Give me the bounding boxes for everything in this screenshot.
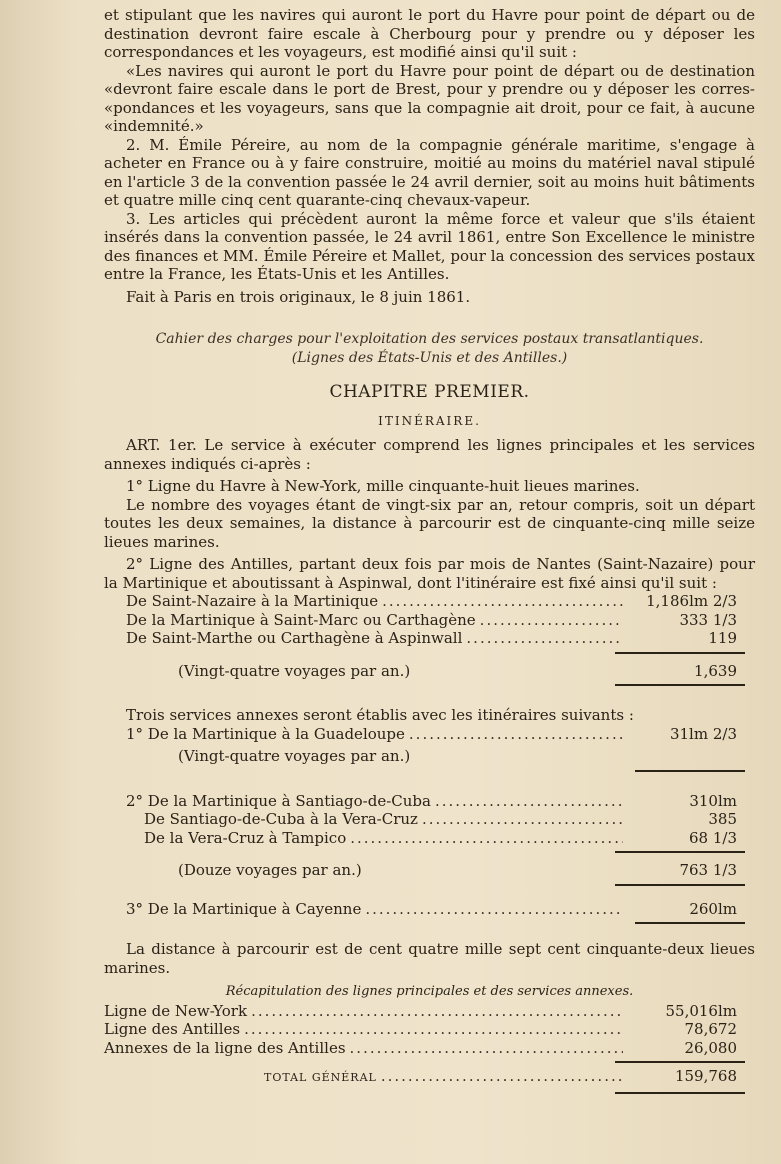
divider: [615, 851, 745, 853]
row-value: 68 1/3: [689, 828, 737, 847]
signature-line: Fait à Paris en trois originaux, le 8 juin 1861.: [126, 287, 471, 306]
annexes-intro: Trois services annexes seront établis avec les itinéraires suivants :: [126, 706, 634, 724]
row-label: De la Vera-Cruz à Tampico: [144, 828, 347, 847]
row-label: De Saint-Marthe ou Carthagène à Aspinwall: [126, 629, 463, 647]
row-value: 55,016lm: [665, 1001, 737, 1020]
row-label: Annexes de la ligne des Antilles: [104, 1038, 346, 1057]
voyage-note: (Douze voyages par an.): [178, 861, 362, 879]
row-label: 2° De la Martinique à Santiago-de-Cuba: [126, 791, 431, 810]
table-row: [104, 857, 755, 880]
subtotal: 763 1/3: [679, 861, 737, 879]
table-row: [104, 725, 755, 744]
cahier-title: Cahier des charges pour l'exploitation des services postaux transatlantiques.: [155, 331, 704, 347]
table-row: [104, 1002, 755, 1021]
row-value: 333 1/3: [679, 610, 737, 629]
row-label: 3° De la Martinique à Cayenne: [126, 899, 362, 918]
line-2-heading: 2° Ligne des Antilles, partant deux fois par mois de Nantes (Saint-Nazaire) pour la Martinique et aboutissant à Aspinwal, dont l'itinéraire est fixé ainsi qu'il suit :: [104, 555, 755, 592]
paragraph-3: 3. Les articles qui précèdent auront la même force et valeur que s'ils étaient insérés dans la convention passée, le 24 avril 1861, entre Son Excellence le ministre des finances et MM. Émile Péreire et Mallet, pour la concession des services postaux entre la France, les États-Unis et les Antilles.: [104, 209, 755, 283]
cahier-subtitle: (Lignes des États-Unis et des Antilles.): [291, 349, 568, 366]
table-row: [104, 829, 755, 848]
row-value: 78,672: [684, 1020, 737, 1038]
divider: [615, 1092, 745, 1094]
article-1: ART. 1er. Le service à exécuter comprend les lignes principales et les services annexes indiqués ci-après :: [104, 436, 755, 473]
row-value: 26,080: [684, 1038, 737, 1057]
divider: [635, 922, 745, 924]
line-1-text: Le nombre des voyages étant de vingt-six par an, retour compris, soit un départ toutes les deux semaines, la distance à parcourir est de cinquante-cinq mille seize lieues marines.: [104, 495, 755, 551]
divider: [615, 652, 745, 654]
table-row: [104, 1020, 755, 1039]
recap-heading: Récapitulation des lignes principales et des services annexes.: [225, 984, 634, 999]
table-row: [104, 900, 755, 919]
subtotal: 1,639: [694, 661, 737, 680]
paragraph-intro: et stipulant que les navires qui auront le port du Havre pour point de départ ou de destination devront faire escale à Cherbourg pour y prendre ou y déposer les correspondances et les voyageurs, est modifié ainsi qu'il suit :: [104, 6, 755, 61]
table-row: [104, 810, 755, 829]
row-label: Ligne des Antilles: [104, 1020, 241, 1038]
divider: [615, 884, 745, 886]
distance-summary: La distance à parcourir est de cent quatre mille sept cent cinquante-deux lieues marines.: [104, 940, 755, 977]
table-row: [104, 611, 755, 630]
paragraph-quote: «Les navires qui auront le port du Havre pour point de départ ou de destination «devront faire escale dans le port de Brest, pour y prendre ou y déposer les corres- «pondances et les voyageurs, sans que la compagnie ait droit, pour ce fait, à aucune «indemnité.»: [104, 61, 755, 135]
row-value: 31lm 2/3: [669, 724, 737, 743]
table-row: [104, 1039, 755, 1058]
voyage-note: (Vingt-quatre voyages par an.): [178, 747, 411, 765]
row-value: 260lm: [689, 899, 737, 918]
row-value: 385: [708, 810, 737, 828]
section-heading: ITINÉRAIRE.: [378, 413, 481, 428]
table-row: [104, 592, 755, 611]
voyage-note: (Vingt-quatre voyages par an.): [178, 661, 411, 680]
divider: [635, 770, 745, 772]
table-row: [104, 658, 755, 681]
chapter-heading: CHAPITRE PREMIER.: [329, 382, 530, 402]
row-label: De la Martinique à Saint-Marc ou Carthagène: [126, 610, 476, 629]
row-value: 1,186lm 2/3: [646, 592, 737, 610]
divider: [615, 1061, 745, 1063]
total-label: TOTAL GÉNÉRAL: [264, 1071, 377, 1084]
row-label: Ligne de New-York: [104, 1001, 248, 1020]
divider: [615, 684, 745, 686]
row-label: De Saint-Nazaire à la Martinique: [126, 592, 379, 610]
row-label: De Santiago-de-Cuba à la Vera-Cruz: [144, 810, 418, 828]
total-value: 159,768: [674, 1067, 737, 1085]
row-value: 119: [708, 629, 737, 647]
table-row: [104, 1067, 755, 1088]
table-row: [104, 629, 755, 648]
table-row: [104, 792, 755, 811]
row-label: 1° De la Martinique à la Guadeloupe: [126, 724, 405, 743]
row-value: 310lm: [689, 791, 737, 810]
paragraph-2: 2. M. Émile Péreire, au nom de la compagnie générale maritime, s'engage à acheter en France ou à y faire construire, moitié au moins du matériel naval stipulé en l'article 3 de la convention passée le 24 avril dernier, soit au moins huit bâtiments et quatre mille cinq cent quarante-cinq chevaux-vapeur.: [104, 135, 755, 209]
line-1-heading: 1° Ligne du Havre à New-York, mille cinquante-huit lieues marines.: [126, 477, 640, 495]
